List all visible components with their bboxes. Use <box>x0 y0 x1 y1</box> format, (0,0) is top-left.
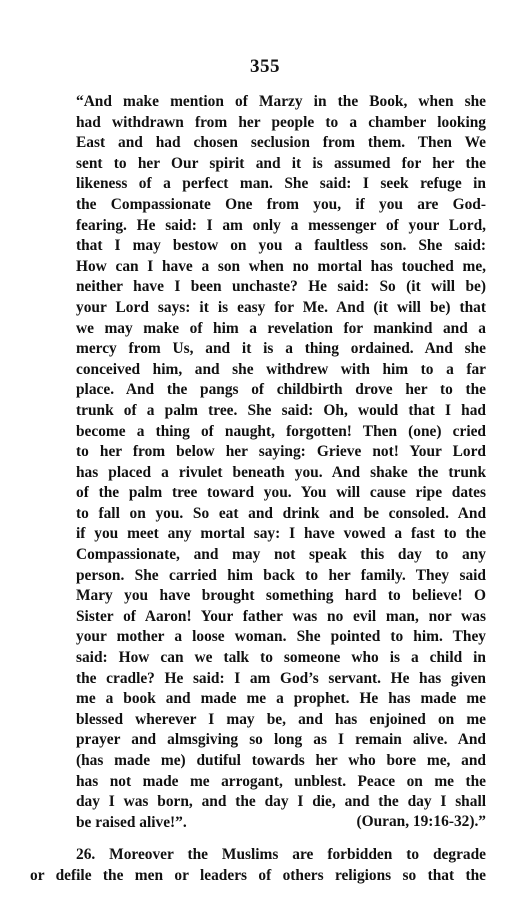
passage-line: said: How can we talk to someone who is a child in <box>76 649 486 667</box>
passage-line: has not made me arrogant, unblest. Peace on me the <box>76 772 486 790</box>
passage-line: become a thing of naught, forgotten! Then (one) cried <box>76 422 486 440</box>
passage-line: neither have I been unchaste? He said: So (it will be) <box>76 278 486 296</box>
passage-line: that I may bestow on you a faultless son. She said: <box>76 237 486 255</box>
passage-line: fearing. He said: I am only a messenger of your Lord, <box>76 216 486 234</box>
passage-line: to fall on you. So eat and drink and be consoled. And <box>76 504 486 522</box>
passage-line: had withdrawn from her people to a chamber looking <box>76 113 486 131</box>
passage-line: be raised alive!”. <box>76 813 187 831</box>
passage-line: blessed wherever I may be, and has enjoined on me <box>76 710 486 728</box>
page-number: 355 <box>250 56 280 77</box>
passage-line: likeness of a perfect man. She said: I seek refuge in <box>76 175 486 193</box>
passage-line: the cradle? He said: I am God’s servant. He has given <box>76 669 486 687</box>
paragraph-26 <box>30 845 486 886</box>
passage-line: your Lord says: it is easy for Me. And (it will be) that <box>76 298 486 316</box>
quran-citation: (Ouran, 19:16-32).” <box>356 813 486 830</box>
passage-line: we may make of him a revelation for mankind and a <box>76 319 486 337</box>
passage-line: Mary you have brought something hard to believe! O <box>76 587 486 605</box>
passage-line: mercy from Us, and it is a thing ordained. And she <box>76 340 486 358</box>
passage-line: person. She carried him back to her family. They said <box>76 566 486 584</box>
passage-line: “And make mention of Marzy in the Book, when she <box>76 93 486 110</box>
passage-line: prayer and almsgiving so long as I remain alive. And <box>76 731 486 749</box>
paragraph-line: 26. Moreover the Muslims are forbidden to degrade <box>76 846 486 863</box>
passage-line: of the palm tree toward you. You will cause ripe dates <box>76 484 486 502</box>
passage-line: Sister of Aaron! Your father was no evil man, nor was <box>76 607 486 625</box>
quoted-passage <box>76 92 486 833</box>
passage-line: to her from below her saying: Grieve not! Your Lord <box>76 443 486 461</box>
passage-line: Compassionate, and may not speak this day to any <box>76 546 486 564</box>
passage-line: How can I have a son when no mortal has touched me, <box>76 257 486 275</box>
passage-line: East and had chosen seclusion from them. Then We <box>76 134 486 152</box>
passage-line: trunk of a palm tree. She said: Oh, would that I had <box>76 401 486 419</box>
passage-line: (has made me) dutiful towards her who bore me, and <box>76 752 486 769</box>
passage-line: place. And the pangs of childbirth drove her to the <box>76 381 486 399</box>
passage-line: day I was born, and the day I die, and the day I shall <box>76 793 486 811</box>
passage-line: sent to her Our spirit and it is assumed for her the <box>76 154 486 172</box>
passage-line: conceived him, and she withdrew with him to a far <box>76 360 486 378</box>
passage-line: the Compassionate One from you, if you are God- <box>76 195 486 213</box>
passage-line: me a book and made me a prophet. He has made me <box>76 690 486 708</box>
passage-line: if you meet any mortal say: I have vowed a fast to the <box>76 525 486 543</box>
passage-line: has placed a rivulet beneath you. And shake the trunk <box>76 463 486 481</box>
paragraph-line: or defile the men or leaders of others religions so that the <box>30 866 486 884</box>
passage-line: your mother a loose woman. She pointed to him. They <box>76 628 486 646</box>
